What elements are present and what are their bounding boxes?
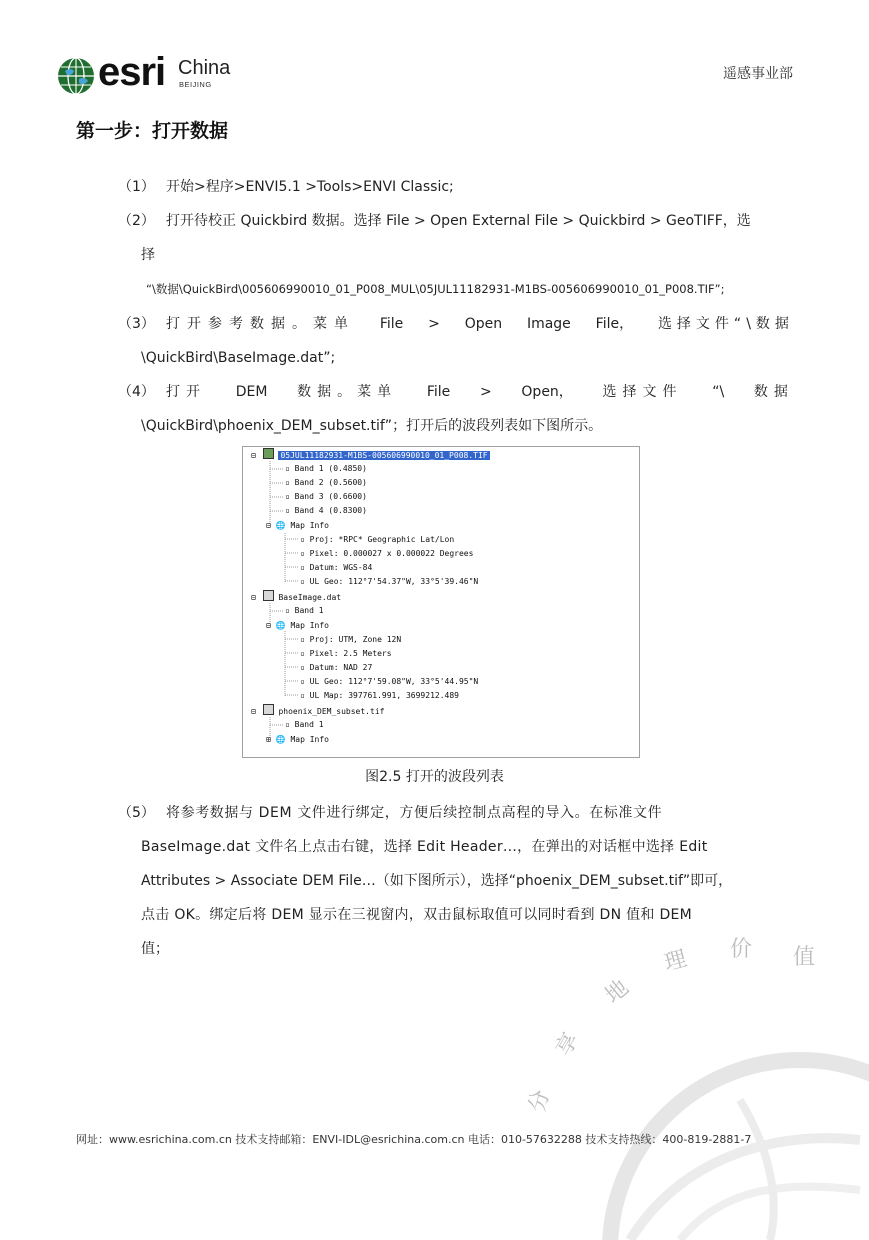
info-label: UL Geo: 112°7'54.37"W, 33°5'39.46"N	[309, 577, 479, 586]
step-number: （3）	[118, 316, 155, 332]
info-icon: ▫	[300, 663, 305, 672]
watermark-char: 享	[551, 1028, 585, 1061]
figure-caption: 图2.5 打开的波段列表	[365, 769, 504, 785]
step-2-text: 打开待校正 Quickbird 数据。选择 File > Open External File > Quickbird > GeoTIFF，选	[166, 213, 751, 229]
esri-logo-text: esri	[98, 50, 166, 94]
section-title: 第一步：打开数据	[76, 120, 229, 142]
tree-info-item[interactable]	[300, 689, 459, 703]
header-department: 遥感事业部	[723, 66, 793, 82]
step-4-word: >	[479, 384, 492, 400]
raster-file-icon	[263, 704, 274, 715]
step-1-text: 开始>程序>ENVI5.1 >Tools>ENVI Classic;	[166, 179, 454, 195]
tree-mapinfo-item[interactable]	[266, 733, 329, 747]
info-icon: ▫	[300, 535, 305, 544]
step-3-word: 打开参考数据。菜单	[166, 316, 355, 332]
tree-info-item[interactable]	[300, 675, 478, 689]
raster-file-icon	[263, 590, 274, 601]
step-5-text: BaseImage.dat 文件名上点击右键，选择 Edit Header…，在弹出的对话框中选择 Edit	[141, 839, 708, 855]
step-5-text: Attributes > Associate DEM File…（如下图所示），选择“phoenix_DEM_subset.tif”即可，	[141, 873, 733, 889]
tree-file-name: BaseImage.dat	[278, 593, 342, 602]
tree-info-item[interactable]	[300, 575, 478, 589]
watermark-char: 地	[600, 975, 634, 1009]
tree-info-item[interactable]	[300, 547, 473, 561]
tree-file-item[interactable]	[251, 448, 490, 462]
tree-mapinfo-item[interactable]	[266, 619, 329, 633]
band-label: Band 4 (0.8300)	[294, 506, 367, 515]
mapinfo-label: Map Info	[290, 621, 329, 630]
band-icon: ▫	[285, 606, 290, 615]
tree-band-item[interactable]	[285, 462, 367, 476]
step-3-word: 选择文件“\数据	[657, 316, 794, 332]
tree-info-item[interactable]	[300, 647, 392, 661]
band-label: Band 1 (0.4850)	[294, 464, 367, 473]
info-label: Pixel: 0.000027 x 0.000022 Degrees	[309, 549, 474, 558]
info-label: Datum: NAD 27	[309, 663, 373, 672]
tree-band-item[interactable]	[285, 604, 324, 618]
band-label: Band 1	[294, 720, 324, 729]
band-label: Band 3 (0.6600)	[294, 492, 367, 501]
info-label: Pixel: 2.5 Meters	[309, 649, 392, 658]
band-icon: ▫	[285, 506, 290, 515]
step-3-word: >	[428, 316, 440, 332]
step-5-text: 将参考数据与 DEM 文件进行绑定，方便后续控制点高程的导入。在标准文件	[166, 805, 663, 821]
step-4-text	[166, 382, 794, 402]
step-3-word: File	[379, 316, 404, 332]
mapinfo-label: Map Info	[290, 521, 329, 530]
mapinfo-label: Map Info	[290, 735, 329, 744]
band-icon: ▫	[285, 492, 290, 501]
info-label: Proj: UTM, Zone 12N	[309, 635, 402, 644]
step-3-word: File，	[595, 316, 634, 332]
globe-icon: 🌐	[275, 735, 286, 744]
footer-contact: 网址：www.esrichina.com.cn 技术支持邮箱：ENVI-IDL@esrichina.com.cn 电话：010-57632288 技术支持热线：400-819-2881-7	[76, 1133, 752, 1146]
tree-file-item[interactable]	[251, 590, 341, 604]
step-3-text	[166, 314, 794, 334]
band-icon: ▫	[285, 478, 290, 487]
step-4-word: Open，	[521, 384, 573, 400]
step-5-text: 值；	[141, 941, 169, 957]
step-5-text: 点击 OK。绑定后将 DEM 显示在三视窗内，双击鼠标取值可以同时看到 DN 值和 DEM	[141, 907, 693, 923]
watermark-char: 分	[525, 1087, 555, 1115]
tree-info-item[interactable]	[300, 661, 372, 675]
collapse-icon[interactable]: ⊟	[251, 451, 256, 460]
info-icon: ▫	[300, 635, 305, 644]
tree-mapinfo-item[interactable]	[266, 519, 329, 533]
step-3-word: Open	[464, 316, 503, 332]
tree-file-item[interactable]	[251, 704, 384, 718]
band-list-figure	[242, 446, 640, 758]
tree-band-item[interactable]	[285, 718, 324, 732]
step-4-word: 数据。菜单	[297, 384, 398, 400]
info-icon: ▫	[300, 691, 305, 700]
band-label: Band 1	[294, 606, 324, 615]
collapse-icon[interactable]: ⊟	[266, 621, 271, 630]
step-number: （1）	[118, 179, 155, 195]
info-icon: ▫	[300, 649, 305, 658]
globe-logo-icon	[57, 57, 95, 95]
tree-info-item[interactable]	[300, 533, 454, 547]
info-label: Datum: WGS-84	[309, 563, 373, 572]
collapse-icon[interactable]: ⊟	[251, 707, 256, 716]
watermark-char: 理	[661, 946, 690, 977]
step-number: （2）	[118, 213, 155, 229]
info-label: Proj: *RPC* Geographic Lat/Lon	[309, 535, 455, 544]
info-icon: ▫	[300, 549, 305, 558]
tree-file-name: phoenix_DEM_subset.tif	[278, 707, 385, 716]
band-label: Band 2 (0.5600)	[294, 478, 367, 487]
step-3-text: \QuickBird\BaseImage.dat”;	[141, 350, 336, 366]
step-4-word: 选择文件	[602, 384, 683, 400]
globe-icon: 🌐	[275, 621, 286, 630]
band-icon: ▫	[285, 464, 290, 473]
tree-band-item[interactable]	[285, 476, 367, 490]
step-2-text: 择	[141, 247, 155, 263]
tree-file-name: 05JUL11182931-M1BS-005606990010_01_P008.TIF	[280, 451, 488, 460]
step-4-word: File	[426, 384, 451, 400]
info-label: UL Geo: 112°7'59.08"W, 33°5'44.95"N	[309, 677, 479, 686]
step-4-word: DEM	[235, 384, 268, 400]
globe-icon: 🌐	[275, 521, 286, 530]
logo-city: BEIJING	[179, 80, 212, 89]
watermark-char: 价	[730, 937, 753, 962]
raster-file-icon	[263, 448, 274, 459]
step-4-word: 数据	[753, 384, 794, 400]
tree-band-item[interactable]	[285, 504, 367, 518]
step-3-word: Image	[526, 316, 571, 332]
collapse-icon[interactable]: ⊟	[266, 521, 271, 530]
step-number: （5）	[118, 805, 155, 821]
tree-band-item[interactable]	[285, 490, 367, 504]
step-4-word: “\	[712, 384, 725, 400]
file-path-text: “\数据\QuickBird\005606990010_01_P008_MUL\05JUL11182931-M1BS-005606990010_01_P008.TIF”;	[146, 282, 725, 296]
logo-country: China	[178, 57, 231, 79]
band-icon: ▫	[285, 720, 290, 729]
tree-info-item[interactable]	[300, 561, 372, 575]
info-icon: ▫	[300, 577, 305, 586]
step-number: （4）	[118, 384, 155, 400]
info-icon: ▫	[300, 563, 305, 572]
step-4-text: \QuickBird\phoenix_DEM_subset.tif”；打开后的波段列表如下图所示。	[141, 418, 603, 434]
info-icon: ▫	[300, 677, 305, 686]
tree-info-item[interactable]	[300, 633, 401, 647]
watermark-char: 值	[793, 945, 816, 970]
collapse-icon[interactable]: ⊟	[251, 593, 256, 602]
info-label: UL Map: 397761.991, 3699212.489	[309, 691, 459, 700]
step-4-word: 打开	[166, 384, 206, 400]
expand-icon[interactable]: ⊞	[266, 735, 271, 744]
